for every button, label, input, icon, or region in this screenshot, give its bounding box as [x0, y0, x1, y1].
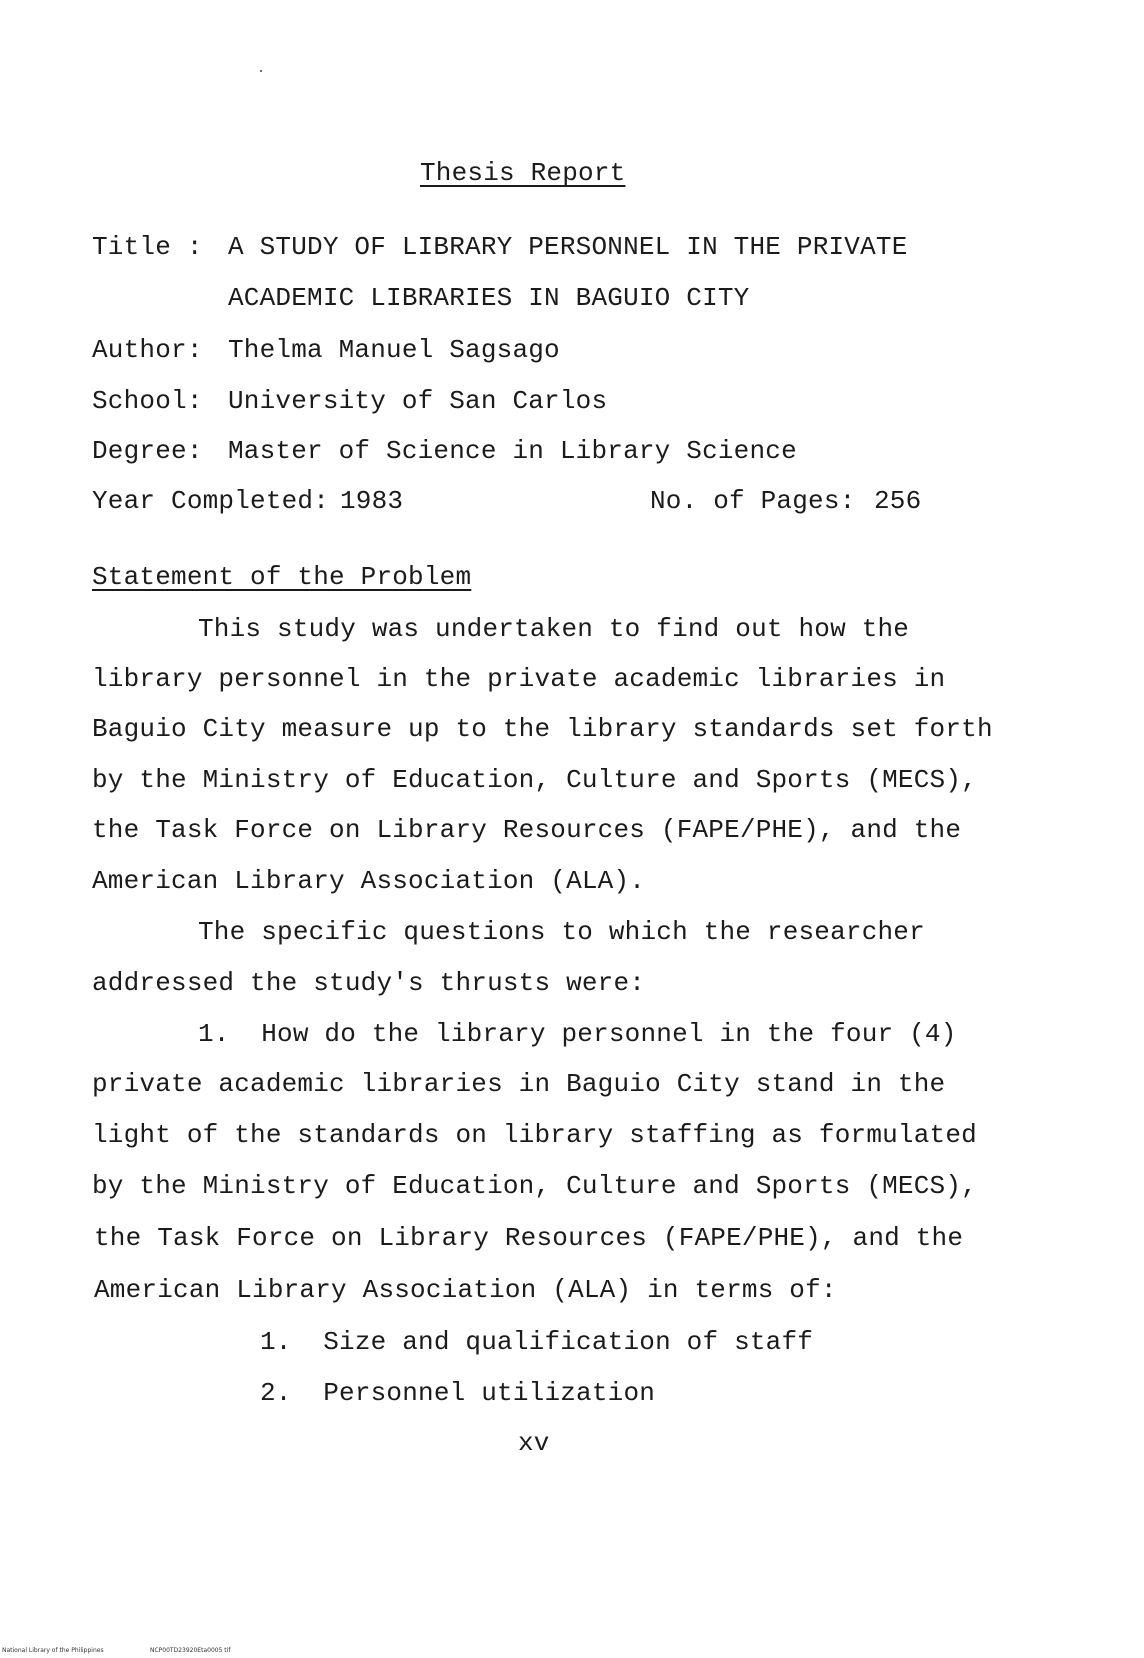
- question-item: 1. How do the library personnel in the four (4): [198, 1019, 957, 1049]
- degree-label: Degree:: [92, 436, 203, 466]
- body-line: American Library Association (ALA).: [92, 866, 646, 896]
- degree-value: Master of Science in Library Science: [228, 436, 797, 466]
- sub-item: 2. Personnel utilization: [260, 1378, 656, 1408]
- body-line: the Task Force on Library Resources (FAPE/PHE), and the: [92, 815, 962, 845]
- body-line: addressed the study's thrusts were:: [92, 968, 646, 998]
- footer-filename: NCP00TD23920Eta0005 tif: [150, 1647, 231, 1654]
- pages-label: No. of Pages:: [650, 486, 856, 516]
- document-heading: Thesis Report: [420, 158, 626, 188]
- body-line: private academic libraries in Baguio City stand in the: [92, 1069, 946, 1099]
- title-label: Title :: [92, 232, 203, 262]
- sub-item: 1. Size and qualification of staff: [260, 1327, 814, 1357]
- body-line: the Task Force on Library Resources (FAPE/PHE), and the: [94, 1223, 964, 1253]
- body-line: The specific questions to which the researcher: [198, 917, 925, 947]
- scan-speck: [260, 70, 262, 72]
- body-line: by the Ministry of Education, Culture and Sports (MECS),: [92, 765, 977, 795]
- year-value: 1983: [340, 486, 404, 516]
- title-line-2: ACADEMIC LIBRARIES IN BAGUIO CITY: [228, 283, 750, 313]
- title-line-1: A STUDY OF LIBRARY PERSONNEL IN THE PRIVATE: [228, 232, 908, 262]
- page-number: xv: [518, 1428, 550, 1458]
- body-line: by the Ministry of Education, Culture and Sports (MECS),: [92, 1171, 977, 1201]
- author-label: Author:: [92, 335, 203, 365]
- school-label: School:: [92, 386, 203, 416]
- body-line: American Library Association (ALA) in terms of:: [94, 1275, 837, 1305]
- body-line: library personnel in the private academic libraries in: [92, 664, 946, 694]
- school-value: University of San Carlos: [228, 386, 608, 416]
- body-line: light of the standards on library staffing as formulated: [92, 1120, 977, 1150]
- section-heading: Statement of the Problem: [92, 562, 472, 592]
- year-label: Year Completed:: [92, 486, 330, 516]
- author-value: Thelma Manuel Sagsago: [228, 335, 560, 365]
- body-line: Baguio City measure up to the library standards set forth: [92, 714, 993, 744]
- footer-source: National Library of the Philippines: [2, 1647, 104, 1654]
- pages-value: 256: [874, 486, 922, 516]
- body-line: This study was undertaken to find out how the: [198, 614, 910, 644]
